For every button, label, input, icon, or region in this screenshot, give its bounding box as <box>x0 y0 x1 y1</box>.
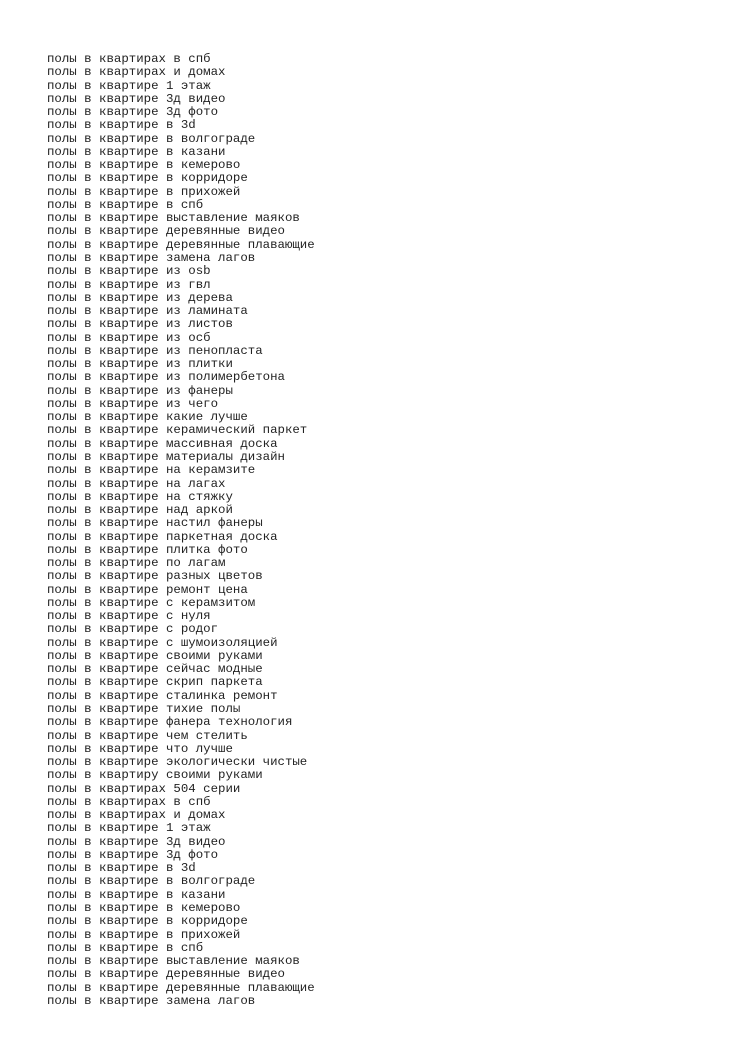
text-line: полы в квартире плитка фото <box>47 542 248 557</box>
text-line: полы в квартире на стяжку <box>47 489 233 504</box>
text-line: полы в квартире чем стелить <box>47 728 248 743</box>
text-line: полы в квартире над аркой <box>47 503 233 518</box>
text-line: полы в квартире сейчас модные <box>47 662 263 677</box>
text-line: полы в квартире выставление маяков <box>47 211 300 226</box>
text-line: полы в квартирах в спб <box>47 794 211 809</box>
text-line: полы в квартире из ламината <box>47 304 248 319</box>
text-line: полы в квартире материалы дизайн <box>47 449 285 464</box>
text-line: полы в квартире ремонт цена <box>47 582 248 597</box>
text-line: полы в квартире деревянные плавающие <box>47 980 315 995</box>
text-line: полы в квартире тихие полы <box>47 702 241 717</box>
text-line: полы в квартире паркетная доска <box>47 529 278 544</box>
text-line: полы в квартире фанера технология <box>47 715 293 730</box>
text-line: полы в квартире с керамзитом <box>47 595 256 610</box>
text-line: полы в квартире выставление маяков <box>47 954 300 969</box>
text-line: полы в квартире 3д фото <box>47 105 219 120</box>
text-line: полы в квартире в казани <box>47 144 226 159</box>
text-line: полы в квартире сталинка ремонт <box>47 688 278 703</box>
text-line: полы в квартирах в спб <box>47 52 211 66</box>
text-line: полы в квартире из полимербетона <box>47 370 285 385</box>
text-line: полы в квартире деревянные плавающие <box>47 237 315 252</box>
text-line: полы в квартире какие лучше <box>47 410 248 425</box>
text-line: полы в квартирах 504 серии <box>47 781 241 796</box>
text-line: полы в квартире из листов <box>47 317 233 332</box>
text-line: полы в квартире деревянные видео <box>47 967 285 982</box>
text-line: полы в квартире в прихожей <box>47 184 241 199</box>
text-line: полы в квартире замена лагов <box>47 250 256 265</box>
text-line: полы в квартире из пенопласта <box>47 343 263 358</box>
text-line: полы в квартире на керамзите <box>47 463 256 478</box>
text-line: полы в квартире экологически чистые <box>47 755 308 770</box>
text-line: полы в квартире из гвл <box>47 277 211 292</box>
text-line: полы в квартире из чего <box>47 396 219 411</box>
text-line: полы в квартире в спб <box>47 197 204 212</box>
text-line: полы в квартире в волгограде <box>47 131 256 146</box>
text-line: полы в квартире с родог <box>47 622 219 637</box>
text-line: полы в квартире скрип паркета <box>47 675 263 690</box>
text-line: полы в квартире в 3d <box>47 118 196 133</box>
text-line: полы в квартире в кемерово <box>47 901 241 915</box>
text-line: полы в квартире 3д видео <box>47 834 226 849</box>
text-line: полы в квартире настил фанеры <box>47 516 263 531</box>
text-line: полы в квартиру своими руками <box>47 768 263 783</box>
text-line: полы в квартире из дерева <box>47 290 233 305</box>
text-line: полы в квартире в кемерово <box>47 158 241 173</box>
text-line: полы в квартире 3д фото <box>47 847 219 862</box>
text-line: полы в квартире в волгограде <box>47 874 256 889</box>
text-line: полы в квартирах и домах <box>47 65 226 80</box>
text-line: полы в квартире массивная доска <box>47 436 278 451</box>
text-line: полы в квартире деревянные видео <box>47 224 285 239</box>
text-line: полы в квартире 1 этаж <box>47 78 211 93</box>
text-line: полы в квартире с нуля <box>47 609 211 624</box>
text-line: полы в квартире из плитки <box>47 357 233 372</box>
text-line: полы в квартире что лучше <box>47 741 233 756</box>
text-line: полы в квартире в корридоре <box>47 171 248 186</box>
text-line: полы в квартире в корридоре <box>47 914 248 929</box>
text-line: полы в квартире из фанеры <box>47 383 233 398</box>
text-line: полы в квартире 3д видео <box>47 91 226 106</box>
text-line: полы в квартире из осб <box>47 330 211 345</box>
text-line: полы в квартире разных цветов <box>47 569 263 584</box>
text-line: полы в квартире 1 этаж <box>47 821 211 836</box>
text-line: полы в квартире по лагам <box>47 556 226 571</box>
text-line: полы в квартире своими руками <box>47 648 263 663</box>
text-line: полы в квартире в спб <box>47 940 204 955</box>
keyword-list <box>47 53 315 1008</box>
text-line: полы в квартире в казани <box>47 887 226 902</box>
text-line: полы в квартире замена лагов <box>47 993 256 1008</box>
text-line: полы в квартире в 3d <box>47 861 196 876</box>
text-line: полы в квартире из osb <box>47 264 211 279</box>
text-line: полы в квартире керамический паркет <box>47 423 308 438</box>
text-line: полы в квартирах и домах <box>47 808 226 823</box>
text-line: полы в квартире в прихожей <box>47 927 241 942</box>
text-line: полы в квартире с шумоизоляцией <box>47 635 278 650</box>
text-line: полы в квартире на лагах <box>47 476 226 491</box>
